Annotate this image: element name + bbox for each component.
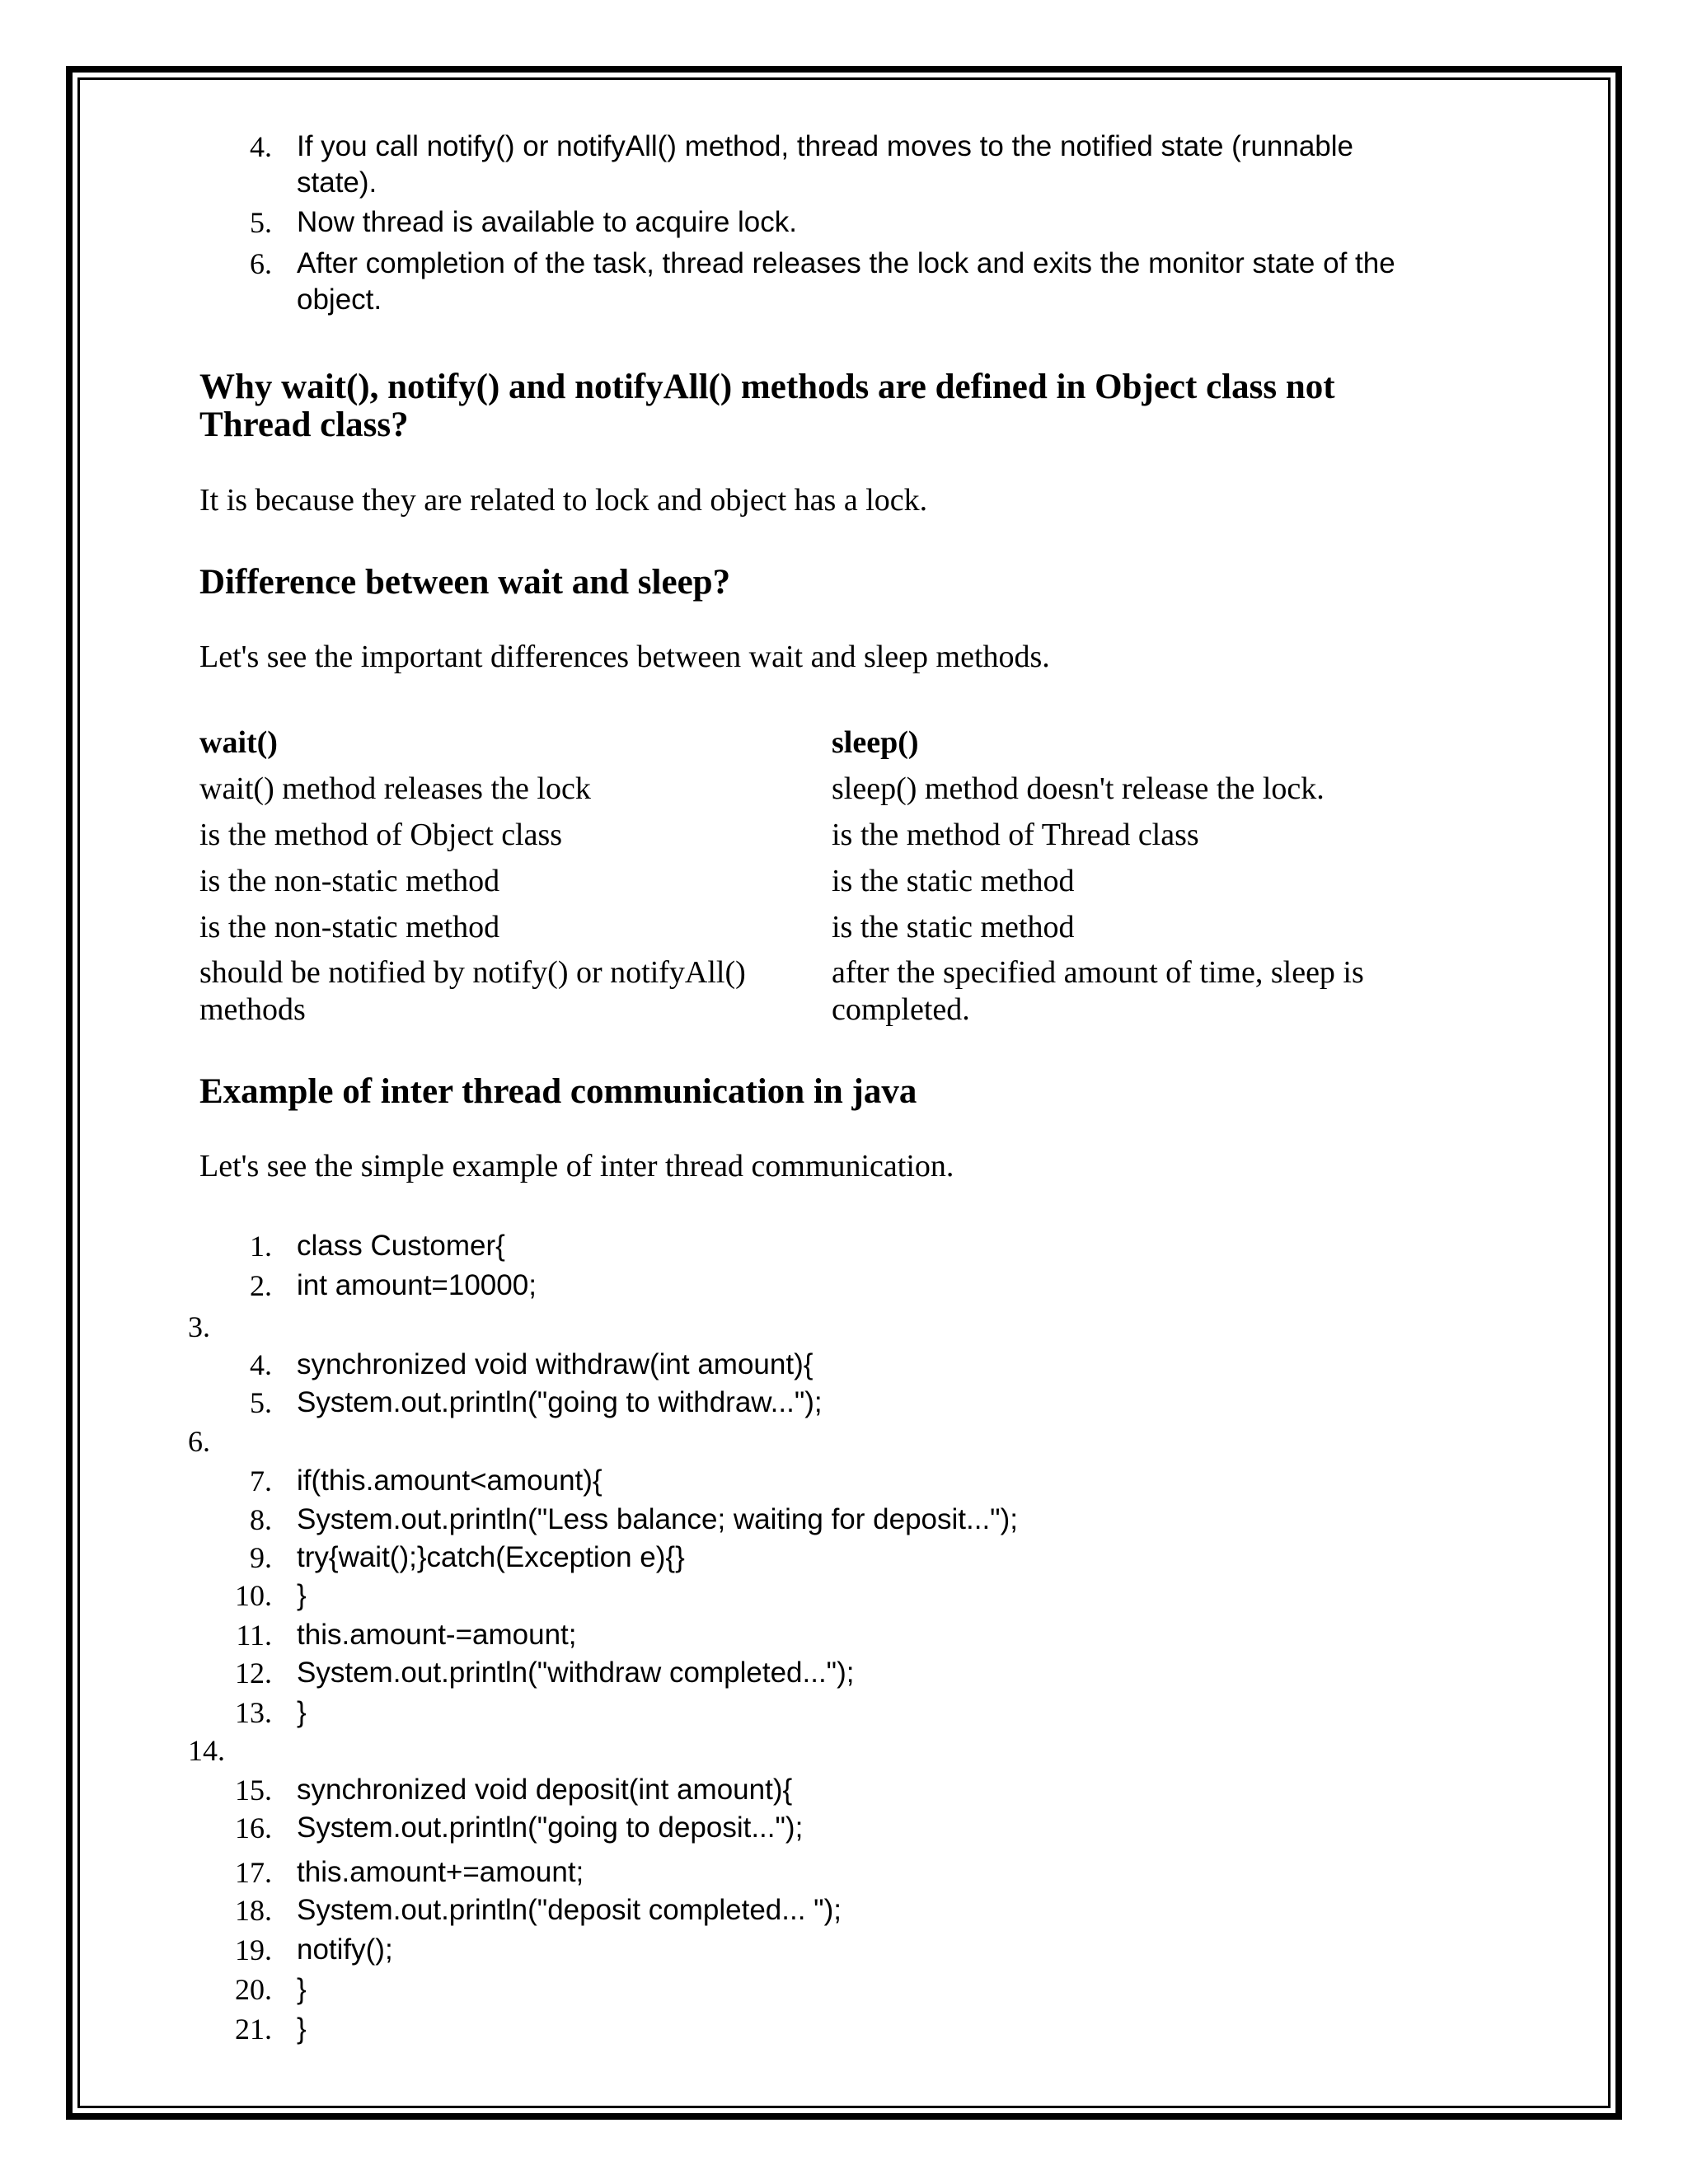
code-line-number: 19. xyxy=(235,1933,272,1966)
list-number: 6. xyxy=(250,247,272,280)
code-line-number: 21. xyxy=(235,2013,272,2046)
list-item-text: object. xyxy=(297,284,382,316)
code-line-text: class Customer{ xyxy=(297,1230,505,1262)
list-number: 4. xyxy=(250,130,272,163)
code-line-text: if(this.amount<amount){ xyxy=(297,1465,603,1497)
code-line-text: } xyxy=(297,2013,307,2045)
code-line-text: System.out.println("withdraw completed..."); xyxy=(297,1657,855,1689)
table-cell: wait() method releases the lock xyxy=(199,771,591,806)
code-line-number: 18. xyxy=(235,1894,272,1927)
section-body: Let's see the important differences between wait and sleep methods. xyxy=(199,640,1050,674)
code-line-text: } xyxy=(297,1579,307,1611)
code-line-text: notify(); xyxy=(297,1933,393,1966)
table-cell: completed. xyxy=(832,992,970,1027)
code-line-number: 5. xyxy=(250,1386,272,1419)
code-line-text: synchronized void withdraw(int amount){ xyxy=(297,1348,814,1380)
code-line-text: System.out.println("going to deposit..."); xyxy=(297,1811,804,1844)
code-line-text: System.out.println("Less balance; waiting for deposit..."); xyxy=(297,1503,1018,1535)
section-heading-why-object-class xyxy=(199,368,1335,444)
list-item-text: state). xyxy=(297,166,377,199)
code-line-text: this.amount-=amount; xyxy=(297,1619,577,1651)
section-heading-example: Example of inter thread communication in java xyxy=(199,1072,917,1111)
table-cell: is the static method xyxy=(832,864,1075,898)
heading-line: Why wait(), notify() and notifyAll() methods are defined in Object class not xyxy=(199,368,1335,406)
code-line-number: 4. xyxy=(250,1348,272,1381)
code-line-text: System.out.println("going to withdraw..."); xyxy=(297,1386,823,1418)
table-cell: is the method of Thread class xyxy=(832,818,1199,852)
table-cell: should be notified by notify() or notifyAll() xyxy=(199,955,746,990)
code-line-number: 8. xyxy=(250,1503,272,1536)
code-line-text: int amount=10000; xyxy=(297,1269,537,1301)
code-line-number: 1. xyxy=(250,1230,272,1263)
heading-line: Thread class? xyxy=(199,405,409,444)
list-item-text: Now thread is available to acquire lock. xyxy=(297,206,797,238)
section-heading-difference: Difference between wait and sleep? xyxy=(199,563,731,602)
list-item-text: If you call notify() or notifyAll() method, thread moves to the notified state (runnable xyxy=(297,130,1354,162)
code-line-number: 3. xyxy=(188,1310,210,1343)
table-cell: methods xyxy=(199,992,306,1027)
code-line-number: 9. xyxy=(250,1541,272,1574)
code-line-number: 11. xyxy=(236,1619,272,1652)
code-line-number: 17. xyxy=(235,1856,272,1889)
section-body: It is because they are related to lock and object has a lock. xyxy=(199,483,928,518)
table-cell: after the specified amount of time, sleep is xyxy=(832,955,1364,990)
code-line-number: 13. xyxy=(235,1696,272,1729)
code-line-number: 14. xyxy=(188,1734,225,1767)
table-cell: is the method of Object class xyxy=(199,818,563,852)
table-cell: is the static method xyxy=(832,910,1075,944)
code-line-text: this.amount+=amount; xyxy=(297,1856,584,1888)
code-line-number: 15. xyxy=(235,1774,272,1807)
code-line-number: 2. xyxy=(250,1269,272,1302)
list-item-text: After completion of the task, thread releases the lock and exits the monitor state of the xyxy=(297,247,1395,279)
table-cell: is the non-static method xyxy=(199,864,500,898)
table-cell: is the non-static method xyxy=(199,910,500,944)
section-body: Let's see the simple example of inter thread communication. xyxy=(199,1149,954,1183)
table-cell: sleep() method doesn't release the lock. xyxy=(832,771,1325,806)
table-header-wait: wait() xyxy=(199,725,278,760)
table-header-sleep: sleep() xyxy=(832,725,919,760)
code-line-number: 20. xyxy=(235,1973,272,2006)
code-line-number: 10. xyxy=(235,1579,272,1612)
code-line-text: } xyxy=(297,1696,307,1728)
code-line-number: 6. xyxy=(188,1425,210,1458)
code-line-number: 7. xyxy=(250,1465,272,1497)
code-line-text: synchronized void deposit(int amount){ xyxy=(297,1774,793,1806)
code-line-text: } xyxy=(297,1973,307,2005)
code-line-number: 12. xyxy=(235,1657,272,1690)
code-line-text: try{wait();}catch(Exception e){} xyxy=(297,1541,685,1573)
list-number: 5. xyxy=(250,206,272,239)
code-line-number: 16. xyxy=(235,1811,272,1844)
code-line-text: System.out.println("deposit completed... "); xyxy=(297,1894,842,1926)
